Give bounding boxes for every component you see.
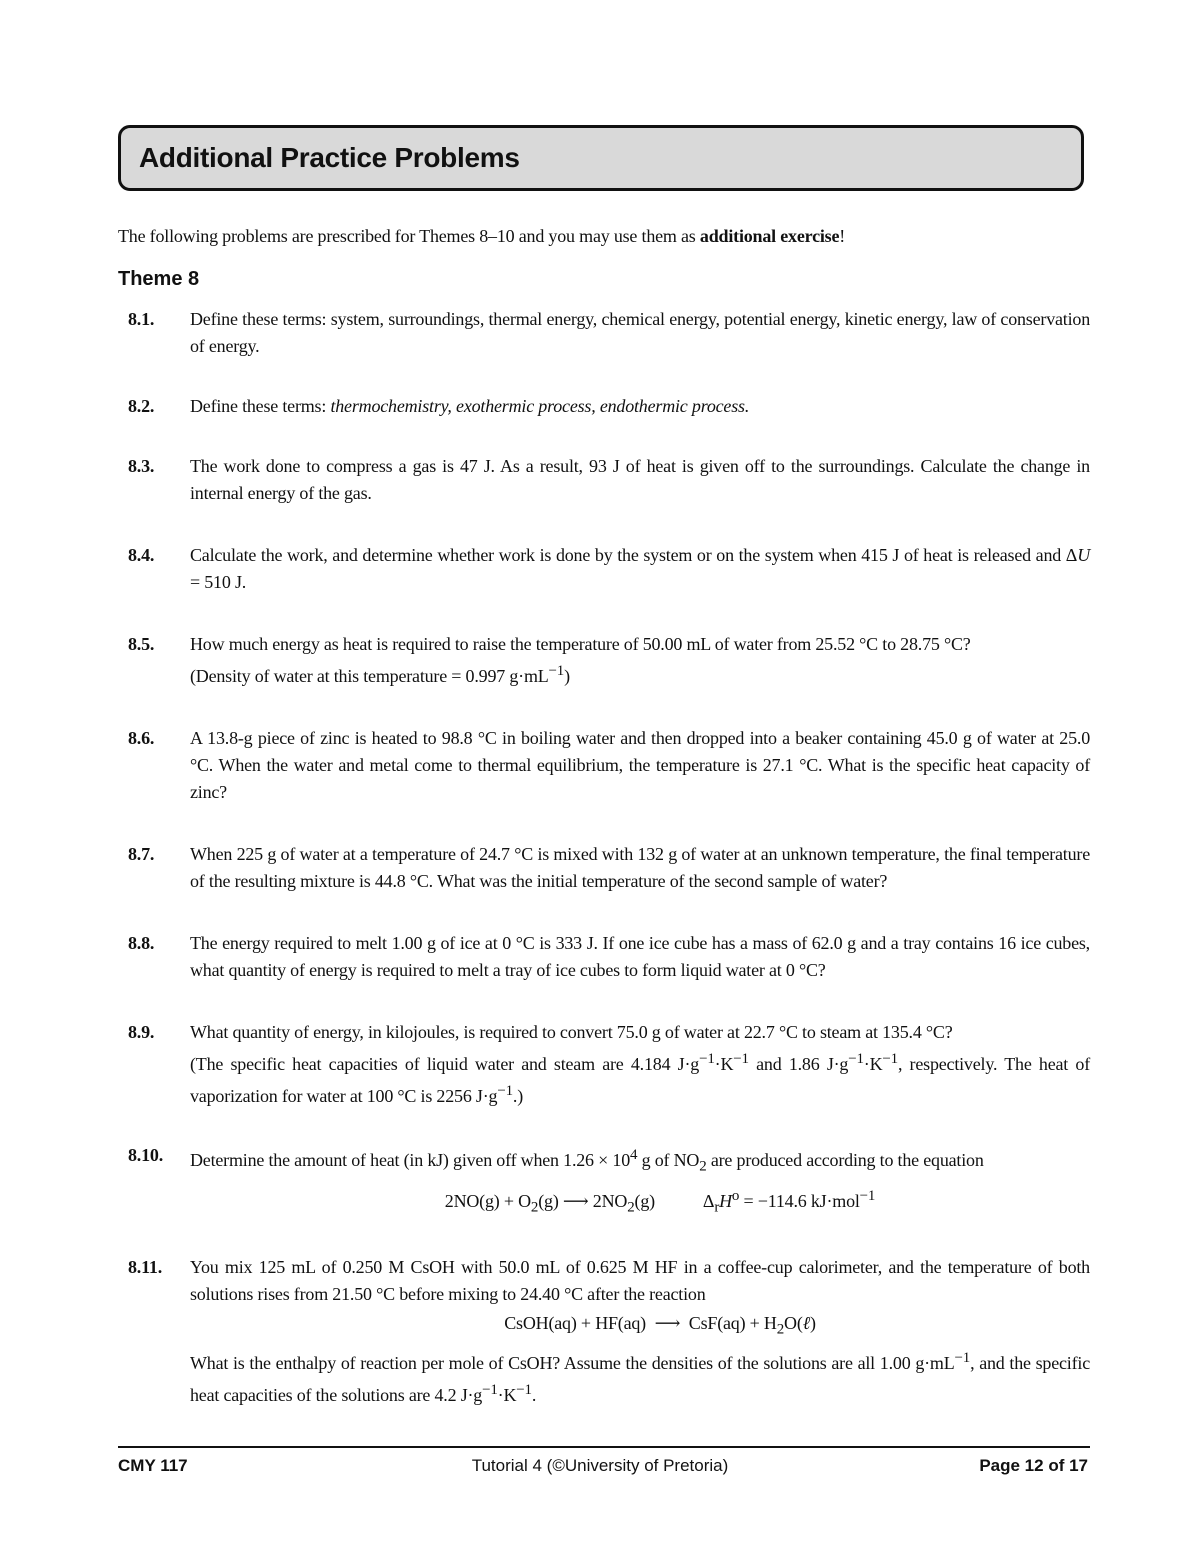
problem-text: Define these terms: system, surroundings, thermal energy, chemical energy, potential energy, kinetic energy, law of conservation of energy. bbox=[190, 309, 1090, 356]
footer-divider bbox=[118, 1446, 1090, 1448]
problem-text: The energy required to melt 1.00 g of ice at 0 °C is 333 J. If one ice cube has a mass of 62.0 g and a tray contains 16 ice cubes, what quantity of energy is required to melt a tray of ice cubes to form liquid water at 0 °C? bbox=[190, 933, 1090, 980]
problem-text: Define these terms: bbox=[190, 396, 331, 416]
problem-number: 8.2. bbox=[128, 396, 155, 416]
problem-text: When 225 g of water at a temperature of 24.7 °C is mixed with 132 g of water at an unknown temperature, the final temperature of the resulting mixture is 44.8 °C. What was the initial temperature of the second sample of water? bbox=[190, 844, 1090, 891]
problem-8-7 bbox=[118, 841, 1090, 895]
problem-text: You mix 125 mL of 0.250 M CsOH with 50.0 mL of 0.625 M HF in a coffee-cup calorimeter, and the temperature of both solutions rises from 21.50 °C before mixing to 24.40 °C after the reaction bbox=[190, 1257, 1090, 1305]
problem-8-3 bbox=[118, 453, 1090, 507]
footer-course-code: CMY 117 bbox=[118, 1456, 188, 1475]
problem-number: 8.3. bbox=[128, 456, 155, 476]
problem-number: 8.1. bbox=[128, 309, 155, 329]
problem-8-10: 8.10. Determine the amount of heat (in kJ) given off when $1.26 \times 10^4$ g of $NO_2$ are produced according to the equation $2NO(g) + O_2(g)$ ⟶ $2NO_2(g) \Delta_rH^o = -114.6$ kJ·mol$^{-1}$ bbox=[118, 1142, 1090, 1222]
problem-number: 8.11. bbox=[128, 1257, 163, 1278]
footer-tutorial: Tutorial 4 (©University of Pretoria) bbox=[471, 1456, 729, 1475]
theme-heading: Theme 8 bbox=[118, 268, 200, 290]
problem-number: 8.6. bbox=[128, 728, 155, 748]
problem-number: 8.4. bbox=[128, 545, 155, 565]
problem-number: 8.10. bbox=[128, 1145, 164, 1165]
problem-8-4: 8.4. Calculate the work, and determine whether work is done by the system or on the system when 415 J of heat is released and ΔU = 510 J. bbox=[118, 542, 1090, 596]
intro-paragraph: The following problems are prescribed for Themes 8–10 and you may use them as additional exercise! bbox=[118, 226, 846, 246]
problem-8-2 bbox=[118, 393, 1090, 420]
problem-8-6 bbox=[118, 725, 1090, 806]
problem-text: The work done to compress a gas is 47 J. As a result, 93 J of heat is given off to the surroundings. Calculate the change in internal energy of the gas. bbox=[190, 456, 1090, 503]
problem-8-1 bbox=[118, 306, 1090, 360]
problem-number: 8.8. bbox=[128, 933, 155, 953]
problem-terms: thermochemistry, exothermic process, endothermic process. bbox=[330, 396, 750, 416]
problem-number: 8.9. bbox=[128, 1022, 155, 1042]
problem-8-9: 8.9. What quantity of energy, in kilojoules, is required to convert 75.0 g of water at 22.7 °C to steam at 135.4 °C? (The specific heat capacities of liquid water and steam are 4.184 $J\cdot g^{-1}\cdot K^{-1}$ and 1.86 $J\cdot g^{-1}\cdot K^{-1}$, respectively. The heat of vaporization for water at 100 °C is 2256 $J\cdot g^{-1}$.) bbox=[118, 1019, 1090, 1110]
problem-8-5: 8.5. How much energy as heat is required to raise the temperature of 50.00 mL of water from 25.52 °C to 28.75 °C? (Density of water at this temperature = 0.997 $g\cdot mL^{-1}$) bbox=[118, 631, 1090, 690]
problem-8-8 bbox=[118, 930, 1090, 984]
problem-8-11: 8.11. You mix 125 mL of 0.250 M CsOH with 50.0 mL of 0.625 M HF in a coffee-cup calorimeter, and the temperature of both solutions rises from 21.50 °C before mixing to 24.40 °C after the reaction CsOH(aq) + HF(aq) ⟶ $CsF(aq) + H_2O(\ell)$ What is the enthalpy of reaction per mole of CsOH? Assume the densities of the solutions are all 1.00 $g\cdot mL^{-1}$, and the specific heat capacities of the solutions are 4.2 $J\cdot g^{-1}\cdot K^{-1}$. bbox=[118, 1254, 1090, 1409]
section-banner bbox=[118, 125, 1084, 191]
footer-page-number: Page 12 of 17 bbox=[979, 1456, 1088, 1475]
problem-text: A 13.8-g piece of zinc is heated to 98.8 °C in boiling water and then dropped into a beaker containing 45.0 g of water at 25.0 °C. When the water and metal come to thermal equilibrium, the temperature is 27.1 °C. What is the specific heat capacity of zinc? bbox=[190, 728, 1090, 802]
problem-number: 8.5. bbox=[128, 634, 155, 654]
problem-list bbox=[118, 306, 1090, 1409]
reaction-equation: $2NO(g) + O_2(g)$ ⟶ $2NO_2(g) \Delta_rH^o = -114.6$ kJ·mol$^{-1}$ bbox=[444, 1187, 876, 1216]
problem-number: 8.7. bbox=[128, 844, 155, 864]
reaction-equation: CsOH(aq) + HF(aq) ⟶ $CsF(aq) + H_2O(\ell)$ bbox=[504, 1313, 816, 1338]
section-title: Additional Practice Problems bbox=[139, 142, 520, 173]
